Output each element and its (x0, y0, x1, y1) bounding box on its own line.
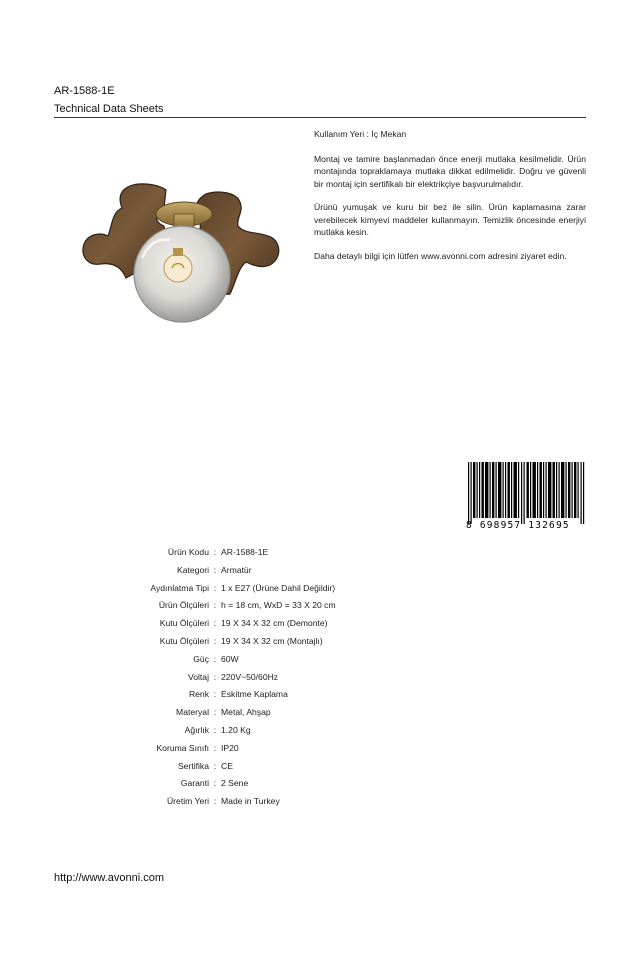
spec-separator: : (213, 796, 217, 807)
spec-separator: : (213, 742, 217, 753)
spec-label: Kutu Ölçüleri (159, 618, 209, 629)
spec-row-box-dimensions-demonte (90, 615, 510, 633)
spec-row-category (90, 562, 510, 580)
spec-value: 220V~50/60Hz (221, 671, 279, 682)
spec-row-certificate (90, 758, 510, 776)
spec-value: IP20 (221, 742, 239, 753)
spec-row-weight (90, 722, 510, 740)
spec-separator: : (213, 724, 217, 735)
spec-separator: : (213, 778, 217, 789)
spec-separator: : (213, 547, 217, 557)
spec-value: h = 18 cm, WxD = 33 X 20 cm (221, 600, 336, 611)
barcode-number: 8 698957 132695 (466, 520, 570, 531)
usage-location: Kullanım Yeri : İç Mekan (314, 129, 407, 139)
spec-row-product-code (90, 544, 510, 562)
spec-row-material (90, 704, 510, 722)
spec-row-power (90, 651, 510, 669)
spec-separator: : (213, 760, 217, 771)
spec-label: Koruma Sınıfı (156, 742, 209, 753)
spec-label: Kategori (176, 564, 209, 575)
header (54, 84, 586, 116)
spec-label: Güç (193, 653, 209, 664)
spec-row-color (90, 686, 510, 704)
spec-table (90, 544, 510, 811)
spec-row-warranty (90, 775, 510, 793)
spec-label: Kutu Ölçüleri (159, 635, 209, 646)
spec-label: Ürün Kodu (167, 547, 209, 557)
spec-separator: : (213, 707, 217, 718)
document-subtitle: Technical Data Sheets (54, 103, 164, 115)
spec-row-protection-class (90, 740, 510, 758)
spec-separator: : (213, 671, 217, 682)
model-code-title: AR-1588-1E (54, 85, 115, 97)
spec-separator: : (213, 564, 217, 575)
spec-label: Garanti (180, 778, 209, 789)
spec-label: Materyal (176, 707, 209, 718)
spec-row-voltage (90, 669, 510, 687)
spec-separator: : (213, 653, 217, 664)
spec-separator: : (213, 582, 217, 593)
spec-value: 2 Sene (221, 778, 249, 789)
spec-row-lighting-type (90, 580, 510, 598)
spec-value: Metal, Ahşap (221, 707, 271, 718)
spec-separator: : (213, 689, 217, 700)
cleaning-note: Ürünü yumuşak ve kuru bir bez ile silin. Ürün kaplamasına zarar verebilecek kimyevi maddeler kullanmayın. Temizlik öncesinde enerjiyi mutlaka kesin. (314, 202, 586, 237)
footer-url[interactable]: http://www.avonni.com (54, 872, 165, 884)
spec-value: 1 x E27 (Ürüne Dahil Değildir) (221, 582, 336, 593)
spec-separator: : (213, 635, 217, 646)
spec-label: Voltaj (187, 671, 209, 682)
spec-value: Made in Turkey (221, 796, 280, 807)
header-divider (54, 117, 586, 118)
product-image (78, 178, 284, 328)
more-info-note: Daha detaylı bilgi için lütfen www.avonni.com adresini ziyaret edin. (314, 250, 567, 261)
spec-label: Aydınlatma Tipi (150, 582, 209, 593)
spec-separator: : (213, 600, 217, 611)
spec-value: Armatür (221, 564, 252, 575)
spec-label: Sertifika (177, 760, 209, 771)
spec-label: Ürün Ölçüleri (158, 600, 209, 611)
safety-note: Montaj ve tamire başlanmadan önce enerji mutlaka kesilmelidir. Ürün montajında topraklamaya mutlaka dikkat edilmelidir. Doğru ve güvenli bir montaj için sertifikalı bir elektrikçiye başvurulmalıdır. (314, 153, 586, 189)
spec-value: 1.20 Kg (221, 724, 251, 735)
spec-row-box-dimensions-assembled (90, 633, 510, 651)
spec-value: Eskitme Kaplama (221, 689, 288, 700)
spec-value: 19 X 34 X 32 cm (Demonte) (221, 618, 328, 629)
spec-label: Ağırlık (184, 724, 209, 735)
spec-value: AR-1588-1E (221, 547, 269, 557)
usage-info (314, 128, 586, 273)
spec-row-product-dimensions (90, 597, 510, 615)
spec-value: CE (221, 760, 233, 771)
spec-label: Renk (188, 689, 209, 700)
spec-value: 60W (221, 653, 239, 664)
spec-separator: : (213, 618, 217, 629)
spec-value: 19 X 34 X 32 cm (Montajlı) (221, 635, 323, 646)
spec-row-production-place (90, 793, 510, 811)
spec-label: Üretim Yeri (166, 796, 209, 807)
